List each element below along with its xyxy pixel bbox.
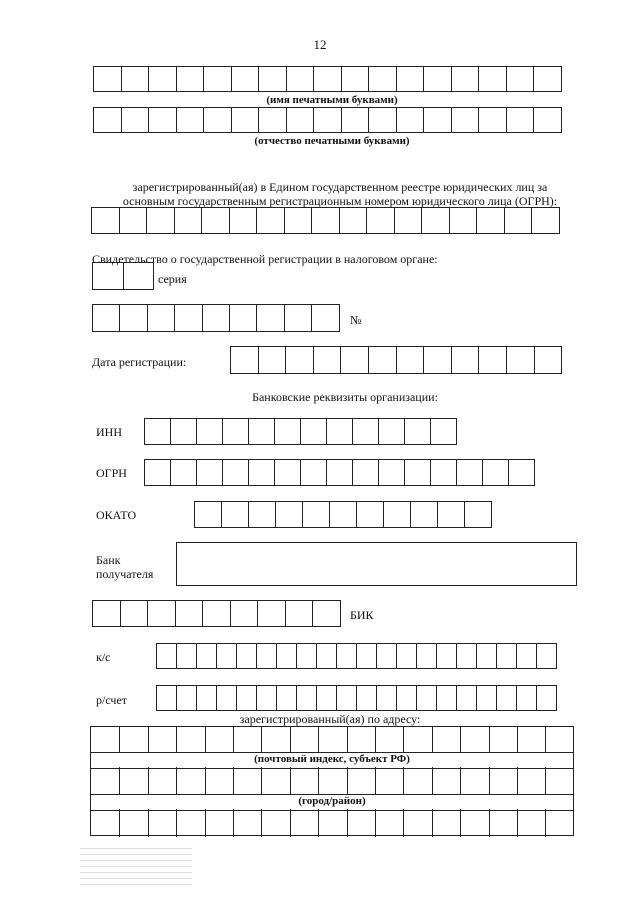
char-cell[interactable] [383,501,411,528]
char-cell[interactable] [286,66,315,92]
char-cell[interactable] [170,418,197,445]
char-cell[interactable] [275,501,303,528]
series-cells-row[interactable] [92,262,154,290]
char-cell[interactable] [231,107,260,133]
char-cell[interactable] [148,107,177,133]
char-cell[interactable] [423,66,452,92]
okato-label: ОКАТО [96,508,137,522]
char-cell[interactable] [123,262,155,290]
char-cell[interactable] [236,643,257,669]
char-cell[interactable] [456,459,483,486]
char-cell[interactable] [236,685,257,711]
char-cell[interactable] [378,418,405,445]
char-cell[interactable] [312,600,341,627]
char-cell[interactable] [416,685,437,711]
address-cell-divider [148,727,149,752]
reg-date-label: Дата регистрации: [92,355,187,369]
address-cell-divider [489,809,490,837]
char-cell[interactable] [296,685,317,711]
patronymic-caption: (отчество печатными буквами) [254,135,410,147]
char-cell[interactable] [478,346,507,374]
char-cell[interactable] [203,66,232,92]
char-cell[interactable] [496,685,517,711]
address-cell-divider [460,767,461,794]
address-cell-divider [517,727,518,752]
char-cell[interactable] [533,107,562,133]
char-cell[interactable] [203,107,232,133]
address-cell-divider [432,767,433,794]
address-cell-divider [403,767,404,794]
address-cell-divider [375,727,376,752]
char-cell[interactable] [176,643,197,669]
char-cell[interactable] [339,207,368,234]
char-cell[interactable] [194,501,222,528]
char-cell[interactable] [231,66,260,92]
char-cell[interactable] [423,107,452,133]
char-cell[interactable] [394,207,423,234]
char-cell[interactable] [368,66,397,92]
char-cell[interactable] [202,304,230,332]
char-cell[interactable] [302,501,330,528]
char-cell[interactable] [256,207,285,234]
char-cell[interactable] [300,418,327,445]
char-cell[interactable] [313,107,342,133]
char-cell[interactable] [256,304,284,332]
char-cell[interactable] [175,600,204,627]
char-cell[interactable] [404,459,431,486]
char-cell[interactable] [202,600,231,627]
registered-text-line2: основным государственным регистрационным номером юридического лица (ОГРН): [122,194,558,208]
address-cell-divider [205,767,206,794]
char-cell[interactable] [256,643,277,669]
char-cell[interactable] [416,643,437,669]
char-cell[interactable] [147,600,176,627]
faint-stamp [80,848,192,890]
char-cell[interactable] [456,643,477,669]
address-cell-divider [205,809,206,837]
char-cell[interactable] [356,643,377,669]
char-cell[interactable] [120,600,149,627]
char-cell[interactable] [146,207,175,234]
bik-label: БИК [350,608,374,622]
char-cell[interactable] [147,304,175,332]
address-cell-divider [233,809,234,837]
char-cell[interactable] [404,418,431,445]
char-cell[interactable] [222,459,249,486]
char-cell[interactable] [476,685,497,711]
bank-label-line1: Банк [96,553,121,567]
char-cell[interactable] [119,207,148,234]
char-cell[interactable] [396,66,425,92]
address-cell-divider [489,767,490,794]
address-cell-divider [517,809,518,837]
char-cell[interactable] [430,418,457,445]
address-cell-divider [517,767,518,794]
char-cell[interactable] [506,346,535,374]
address-cell-divider [545,809,546,837]
char-cell[interactable] [274,418,301,445]
bank-name-field[interactable] [176,542,577,586]
certificate-label: Свидетельство о государственной регистрации в налоговом органе: [92,252,438,266]
char-cell[interactable] [421,207,450,234]
char-cell[interactable] [196,418,223,445]
char-cell[interactable] [91,207,120,234]
char-cell[interactable] [378,459,405,486]
address-cell-divider [233,767,234,794]
char-cell[interactable] [396,346,425,374]
certificate-number-cells-row[interactable] [92,304,340,332]
char-cell[interactable] [248,418,275,445]
char-cell[interactable] [221,501,249,528]
char-cell[interactable] [229,207,258,234]
char-cell[interactable] [531,207,560,234]
address-cell-divider [375,809,376,837]
char-cell[interactable] [174,207,203,234]
char-cell[interactable] [201,207,230,234]
char-cell[interactable] [482,459,509,486]
char-cell[interactable] [258,66,287,92]
address-cell-divider [545,727,546,752]
char-cell[interactable] [329,501,357,528]
char-cell[interactable] [437,501,465,528]
char-cell[interactable] [352,418,379,445]
char-cell[interactable] [296,643,317,669]
char-cell[interactable] [326,418,353,445]
address-cell-divider [119,809,120,837]
char-cell[interactable] [196,685,217,711]
char-cell[interactable] [170,459,197,486]
char-cell[interactable] [352,459,379,486]
char-cell[interactable] [144,418,171,445]
char-cell[interactable] [536,685,557,711]
ogrn-main-cells-row[interactable] [91,207,560,234]
char-cell[interactable] [258,107,287,133]
char-cell[interactable] [286,107,315,133]
number-label: № [350,313,362,327]
address-cell-divider [318,767,319,794]
bik-cells-row[interactable] [92,600,341,627]
char-cell[interactable] [316,685,337,711]
char-cell[interactable] [451,346,480,374]
char-cell[interactable] [534,346,563,374]
char-cell[interactable] [313,346,342,374]
char-cell[interactable] [258,346,287,374]
address-cell-divider [432,809,433,837]
address-grid[interactable] [90,726,574,836]
address-cell-divider [119,767,120,794]
address-cell-divider [347,727,348,752]
char-cell[interactable] [476,207,505,234]
address-heading: зарегистрированный(ая) по адресу: [239,712,421,726]
address-cell-divider [347,809,348,837]
address-cell-divider [290,809,291,837]
char-cell[interactable] [92,304,120,332]
address-cell-divider [261,809,262,837]
char-cell[interactable] [368,107,397,133]
char-cell[interactable] [311,207,340,234]
char-cell[interactable] [376,685,397,711]
char-cell[interactable] [93,107,122,133]
char-cell[interactable] [196,459,223,486]
char-cell[interactable] [336,643,357,669]
char-cell[interactable] [396,107,425,133]
ks-label: к/с [96,650,111,664]
char-cell[interactable] [506,66,535,92]
char-cell[interactable] [276,643,297,669]
char-cell[interactable] [366,207,395,234]
char-cell[interactable] [376,643,397,669]
address-cell-divider [403,809,404,837]
address-cell-divider [290,767,291,794]
char-cell[interactable] [449,207,478,234]
address-cell-divider [318,809,319,837]
char-cell[interactable] [506,107,535,133]
char-cell[interactable] [121,66,150,92]
reg-date-cells-row[interactable] [230,346,562,374]
char-cell[interactable] [276,685,297,711]
char-cell[interactable] [478,107,507,133]
address-cell-divider [432,727,433,752]
char-cell[interactable] [504,207,533,234]
patronymic-cells-row[interactable] [93,107,562,133]
name-cells-row[interactable] [93,66,562,92]
ks-cells-row[interactable] [156,643,557,669]
char-cell[interactable] [93,66,122,92]
city-caption: (город/район) [298,795,366,807]
char-cell[interactable] [230,600,259,627]
name-caption: (имя печатными буквами) [266,94,398,106]
char-cell[interactable] [436,643,457,669]
char-cell[interactable] [496,643,517,669]
char-cell[interactable] [248,501,276,528]
ogrn-cells-row[interactable] [144,459,535,486]
postal-caption: (почтовый индекс, субъект РФ) [254,753,410,765]
char-cell[interactable] [285,600,314,627]
address-cell-divider [148,809,149,837]
char-cell[interactable] [92,262,124,290]
char-cell[interactable] [341,107,370,133]
char-cell[interactable] [248,459,275,486]
char-cell[interactable] [156,685,177,711]
char-cell[interactable] [313,66,342,92]
series-label: серия [158,272,187,286]
char-cell[interactable] [284,207,313,234]
address-cell-divider [318,727,319,752]
char-cell[interactable] [340,346,369,374]
char-cell[interactable] [410,501,438,528]
address-cell-divider [205,727,206,752]
char-cell[interactable] [222,418,249,445]
inn-label: ИНН [96,425,122,439]
char-cell[interactable] [436,685,457,711]
page-number: 12 [313,37,327,52]
okato-cells-row[interactable] [194,501,492,528]
char-cell[interactable] [92,600,121,627]
registered-text-line1: зарегистрированный(ая) в Едином государственном реестре юридических лиц за [132,180,548,194]
address-cell-divider [176,727,177,752]
char-cell[interactable] [196,643,217,669]
char-cell[interactable] [508,459,535,486]
char-cell[interactable] [229,304,257,332]
address-cell-divider [176,809,177,837]
char-cell[interactable] [285,346,314,374]
char-cell[interactable] [341,66,370,92]
char-cell[interactable] [476,643,497,669]
char-cell[interactable] [516,685,537,711]
char-cell[interactable] [356,501,384,528]
char-cell[interactable] [311,304,339,332]
char-cell[interactable] [516,643,537,669]
char-cell[interactable] [456,685,477,711]
address-cell-divider [261,767,262,794]
char-cell[interactable] [336,685,357,711]
char-cell[interactable] [216,685,237,711]
bank-label-line2: получателя [96,567,154,581]
char-cell[interactable] [274,459,301,486]
char-cell[interactable] [156,643,177,669]
bank-details-heading: Банковские реквизиты организации: [252,390,438,404]
address-cell-divider [460,809,461,837]
char-cell[interactable] [257,600,286,627]
rs-label: р/счет [96,693,128,707]
char-cell[interactable] [176,685,197,711]
char-cell[interactable] [356,685,377,711]
char-cell[interactable] [430,459,457,486]
address-cell-divider [261,727,262,752]
address-cell-divider [290,727,291,752]
char-cell[interactable] [368,346,397,374]
char-cell[interactable] [176,66,205,92]
address-cell-divider [460,727,461,752]
inn-cells-row[interactable] [144,418,457,445]
char-cell[interactable] [256,685,277,711]
char-cell[interactable] [451,66,480,92]
rs-cells-row[interactable] [156,685,557,711]
char-cell[interactable] [478,66,507,92]
char-cell[interactable] [464,501,492,528]
address-cell-divider [233,727,234,752]
address-cell-divider [176,767,177,794]
char-cell[interactable] [326,459,353,486]
char-cell[interactable] [284,304,312,332]
char-cell[interactable] [316,643,337,669]
address-cell-divider [347,767,348,794]
char-cell[interactable] [300,459,327,486]
address-cell-divider [119,727,120,752]
char-cell[interactable] [396,685,417,711]
address-cell-divider [403,727,404,752]
ogrn-label: ОГРН [96,466,127,480]
char-cell[interactable] [536,643,557,669]
address-cell-divider [489,727,490,752]
char-cell[interactable] [176,107,205,133]
char-cell[interactable] [396,643,417,669]
address-cell-divider [545,767,546,794]
char-cell[interactable] [423,346,452,374]
char-cell[interactable] [230,346,259,374]
char-cell[interactable] [533,66,562,92]
char-cell[interactable] [119,304,147,332]
char-cell[interactable] [121,107,150,133]
address-cell-divider [148,767,149,794]
char-cell[interactable] [148,66,177,92]
char-cell[interactable] [144,459,171,486]
char-cell[interactable] [174,304,202,332]
char-cell[interactable] [451,107,480,133]
address-cell-divider [375,767,376,794]
char-cell[interactable] [216,643,237,669]
